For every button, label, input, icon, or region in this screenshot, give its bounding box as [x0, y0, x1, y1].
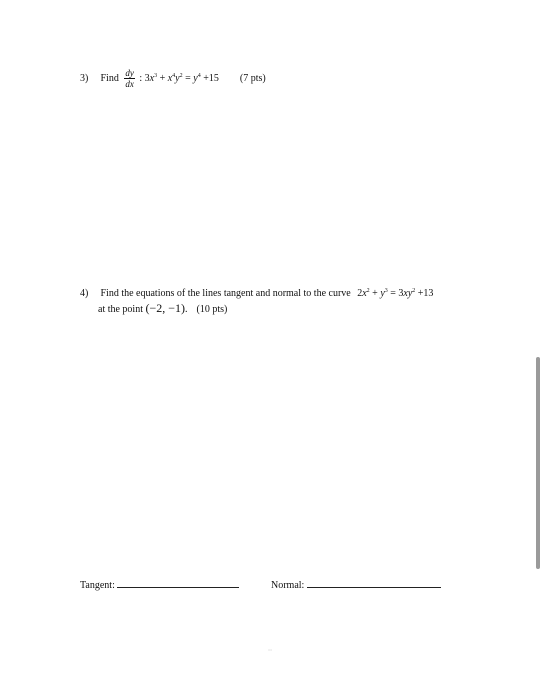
eq-var: y — [380, 288, 385, 299]
normal-label: Normal: — [271, 580, 305, 591]
points-label: (7 pts) — [239, 72, 266, 84]
eq-op: + — [369, 288, 381, 299]
colon: : — [139, 72, 143, 84]
eq-var: y — [175, 72, 180, 84]
question-text: Find the equations of the lines tangent and normal to the curve — [100, 288, 351, 299]
eq-var: x — [149, 72, 155, 84]
eq-var: y — [193, 72, 198, 84]
question-4 — [80, 288, 433, 300]
eq-term: +15 — [200, 72, 219, 84]
eq-var: x — [362, 288, 367, 299]
question-3 — [80, 68, 266, 89]
eq-exp: 2 — [179, 72, 183, 79]
equation — [145, 73, 222, 84]
eq-term: = 3 — [387, 288, 404, 299]
curve-equation — [357, 288, 433, 299]
derivative-fraction — [124, 68, 135, 89]
eq-term: 2 — [357, 288, 363, 299]
question-number: 4) — [80, 288, 89, 299]
period: . — [185, 304, 188, 315]
tangent-answer — [80, 578, 239, 592]
eq-var: xy — [403, 288, 413, 299]
vertical-scrollbar[interactable] — [536, 357, 540, 569]
eq-exp: 4 — [197, 72, 201, 79]
eq-exp: 3 — [384, 288, 388, 294]
point-value: (−2, −1) — [145, 301, 186, 315]
eq-exp: 4 — [172, 72, 176, 79]
eq-var: x — [167, 72, 173, 84]
page-mark: ▫▫ — [268, 648, 273, 654]
eq-term: 3 — [144, 72, 150, 84]
eq-op: + — [157, 72, 168, 84]
fraction-denominator: dx — [125, 79, 134, 89]
find-label: Find — [100, 72, 119, 84]
normal-blank[interactable] — [307, 578, 441, 588]
fraction-numerator: dy — [125, 68, 134, 78]
tangent-label: Tangent: — [80, 580, 115, 591]
points-label: (10 pts) — [196, 304, 228, 315]
eq-term: +13 — [415, 288, 434, 299]
normal-answer — [271, 578, 441, 592]
eq-exp: 2 — [412, 288, 416, 294]
tangent-blank[interactable] — [117, 578, 239, 588]
eq-exp: 3 — [154, 72, 158, 79]
question-number: 3) — [80, 72, 89, 84]
point-label: at the point — [98, 304, 143, 315]
eq-exp: 2 — [366, 288, 370, 294]
eq-op: = — [182, 72, 194, 84]
question-4-line-2 — [98, 302, 227, 316]
